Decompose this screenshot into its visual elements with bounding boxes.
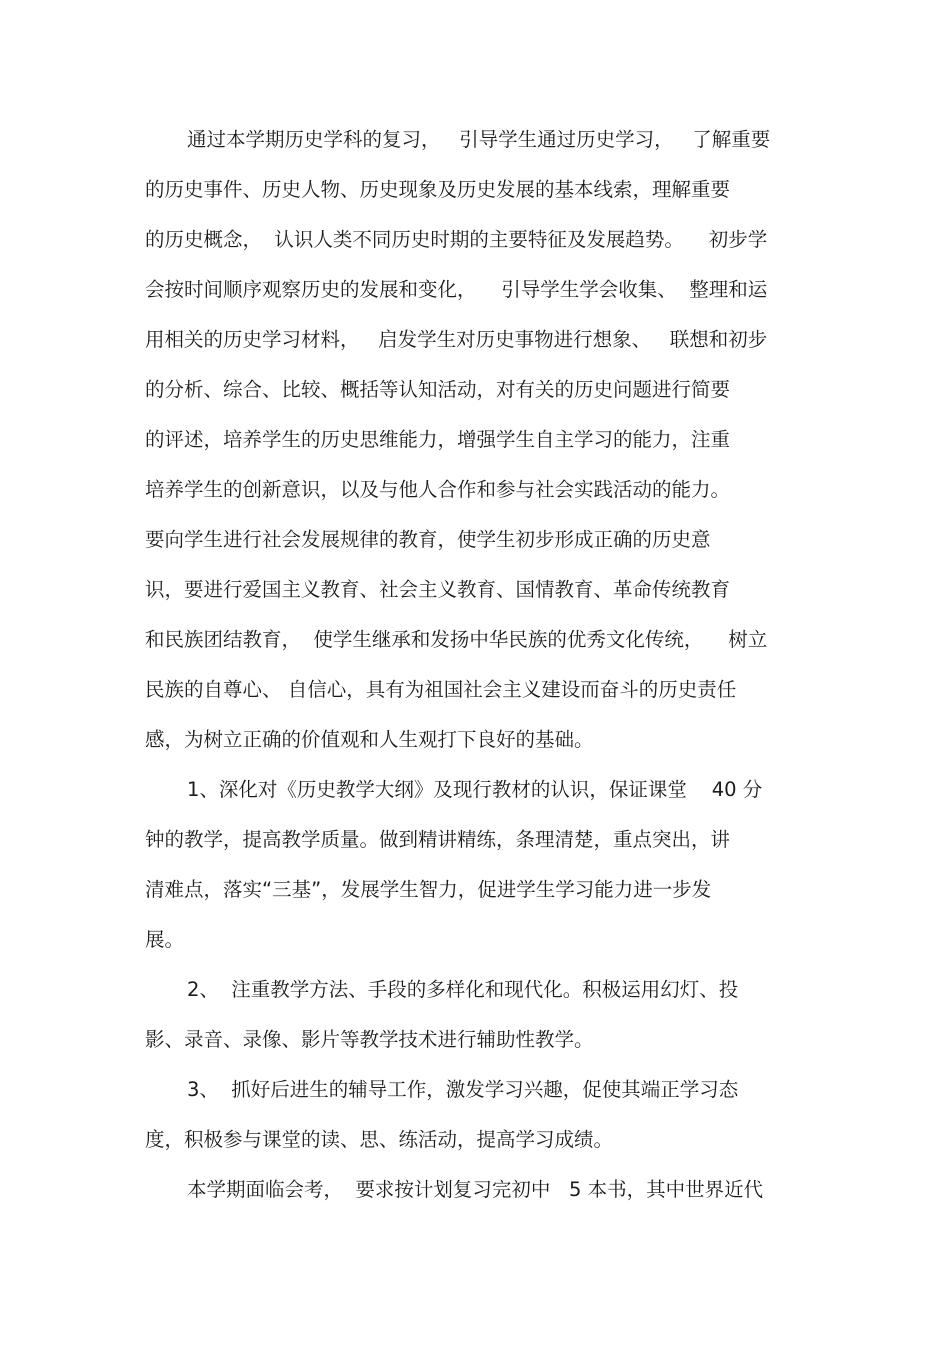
list-item-line: 钟的教学，提高教学质量。做到精讲精练，条理清楚，重点突出，讲 (145, 828, 731, 851)
paragraph-line: 本学期面临会考， 要求按计划复习完初中 5 本书，其中世界近代 (187, 1178, 764, 1201)
list-item-line: 1、深化对《历史教学大纲》及现行教材的认识，保证课堂 40 分 (187, 778, 763, 801)
paragraph-line: 感，为树立正确的价值观和人生观打下良好的基础。 (145, 728, 594, 751)
list-item-line: 影、录音、录像、影片等教学技术进行辅助性教学。 (145, 1028, 594, 1051)
paragraph-line: 识，要进行爱国主义教育、社会主义教育、国情教育、革命传统教育 (145, 578, 731, 601)
paragraph-line: 的历史事件、历史人物、历史现象及历史发展的基本线索，理解重要 (145, 178, 731, 201)
paragraph-line: 民族的自尊心、 自信心，具有为祖国社会主义建设而奋斗的历史责任 (145, 678, 737, 701)
paragraph-line: 会按时间顺序观察历史的发展和变化， 引导学生学会收集、 整理和运 (145, 278, 768, 301)
list-item-line: 3、 抓好后进生的辅导工作，激发学习兴趣，促使其端正学习态 (187, 1078, 739, 1101)
list-item-line: 2、 注重教学方法、手段的多样化和现代化。积极运用幻灯、投 (187, 978, 739, 1001)
paragraph-line: 的评述，培养学生的历史思维能力，增强学生自主学习的能力，注重 (145, 428, 731, 451)
list-item-line: 清难点，落实“三基”，发展学生智力，促进学生学习能力进一步发 (145, 878, 712, 901)
paragraph-line: 要向学生进行社会发展规律的教育，使学生初步形成正确的历史意 (145, 528, 711, 551)
paragraph-line: 和民族团结教育， 使学生继承和发扬中华民族的优秀文化传统， 树立 (145, 628, 768, 651)
list-item-line: 展。 (145, 928, 185, 951)
paragraph-line: 的分析、综合、比较、概括等认知活动，对有关的历史问题进行简要 (145, 378, 731, 401)
paragraph-line: 的历史概念， 认识人类不同历史时期的主要特征及发展趋势。 初步学 (145, 228, 768, 251)
paragraph-line: 用相关的历史学习材料， 启发学生对历史事物进行想象、 联想和初步 (145, 328, 768, 351)
paragraph-line: 培养学生的创新意识，以及与他人合作和参与社会实践活动的能力。 (145, 478, 731, 501)
list-item-line: 度，积极参与课堂的读、思、练活动，提高学习成绩。 (145, 1128, 614, 1151)
paragraph-line: 通过本学期历史学科的复习， 引导学生通过历史学习， 了解重要 (187, 128, 771, 151)
